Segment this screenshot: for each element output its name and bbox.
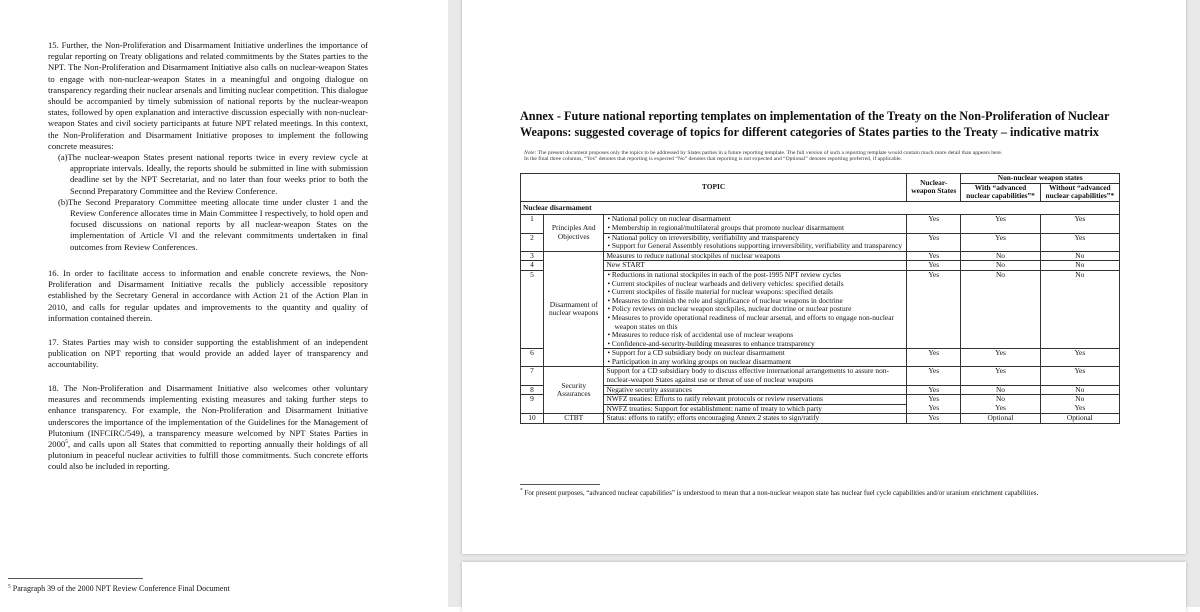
sub-item-b: (b)The Second Preparatory Committee meeting allocate time under cluster 1 and the Review Conference allocates time in Main Committee I respectively, to hold open and focused discussions on national reports by all nuclear-weapon States on the implementation of Article VI and the relevant commitments undertaken in final outcomes from Review Conferences.	[58, 196, 368, 252]
cell-without: Optional	[1040, 414, 1119, 424]
paragraph-text: In order to facilitate access to information and enable concrete reviews, the Non-Proliferation and Disarmament Initiative recalls the publicly accessible repository established by the Secretary General in accordance with Action 21 of the Action Plan in 2010, and calls for regular updates and improvements to the quantity and quality of information contained therein.	[48, 268, 368, 323]
bullet-item: Membership in regional/multilateral groups that promote nuclear disarmament	[611, 222, 845, 232]
header-nnws: Non-nuclear weapon states	[961, 174, 1120, 184]
bullet-item: Reductions in national stockpiles in each of the post-1995 NPT review cycles	[611, 269, 842, 279]
cell-nws: Yes	[907, 215, 961, 233]
paragraph-text: The Non-Proliferation and Disarmament Initiative also welcomes other voluntary measures and recommends implementing existing measures and taking further steps to enhance transparency. For example, the Non-Proliferation and Disarmament Initiative underscores the importance of the implementation of the Guidelines for the Management of Plutonium (INFCIRC/549), a transparency measure welcomed by NPT States Parties in 2000	[48, 383, 369, 450]
paragraph-number: 17.	[48, 337, 59, 347]
cell-nws: Yes	[907, 414, 961, 424]
paragraph-text-cont: , and calls upon all States that committed to reporting annually their holdings of all plutonium in peaceful nuclear activities to fulfill those commitments. Such concrete efforts could also be included in reporting.	[48, 439, 368, 472]
row-number: 6	[521, 349, 544, 367]
header-advanced: With “advanced nuclear capabilities”*	[961, 183, 1040, 201]
row-number: 7	[521, 367, 544, 385]
footnote-mark: 5	[8, 583, 11, 590]
cell-value: No	[1075, 394, 1085, 404]
note-label: Note:	[524, 150, 537, 156]
bullet-item: Measures to provide operational readiness of nuclear arsenal, and efforts to engage non-nuclear weapon states on this	[611, 312, 894, 331]
row-topic-line: NWFZ treaties: Efforts to ratify relevant protocols or review reservations	[606, 394, 823, 404]
group-ctbt: CTBT	[543, 414, 604, 424]
table-row	[521, 414, 1120, 424]
table-row	[521, 233, 1120, 251]
paragraph-number: 15.	[48, 40, 59, 50]
cell-advanced	[961, 395, 1040, 414]
row-number: 5	[521, 270, 544, 348]
row-topic: Status: efforts to ratify; efforts encouraging Annex 2 states to sign/ratify	[604, 414, 907, 424]
cell-advanced: No	[961, 261, 1040, 271]
cell-nws: Yes	[907, 367, 961, 385]
cell-without: Yes	[1040, 349, 1119, 367]
cell-value: Yes	[928, 402, 940, 412]
row-number: 3	[521, 251, 544, 261]
sub-item-a: (a)The nuclear-weapon States present national reports twice in every review cycle at appropriate intervals. Ideally, the reports should be submitted in line with submission deadline set by the NPT Secretariat, and no later than four weeks prior to both the Second Preparatory Committee and the Review Conference.	[58, 152, 368, 196]
table-row	[521, 349, 1120, 367]
bullet-item: Confidence-and-security-building measures to enhance transparency	[611, 338, 815, 348]
footnote-text: Paragraph 39 of the 2000 NPT Review Conference Final Document	[12, 584, 230, 593]
left-page	[0, 0, 448, 607]
cell-value: Yes	[1074, 402, 1086, 412]
group-principles: Principles And Objectives	[543, 215, 604, 251]
paragraph-16	[48, 268, 368, 324]
row-topic	[604, 395, 907, 414]
table-row	[521, 367, 1120, 385]
row-number: 2	[521, 233, 544, 251]
row-topic: • Reductions in national stockpiles in each of the post-1995 NPT review cycles • Current stockpiles of nuclear warheads and delivery vehicles: specified details • Current stockpiles of fissile material for nuclear weapons: specified details • Measures to diminish the role and significance of nuclear weapons in doctrine • Policy reviews on nuclear weapon stockpiles, nuclear doctrine or nuclear posture • Measures to provide operational readiness of nuclear arsenal, and efforts to engage non-nuclear weapon states on this • Measures to reduce risk of accidental use of nuclear weapons • Confidence-and-security-building measures to enhance transparency	[604, 270, 907, 348]
section-row	[521, 201, 1120, 215]
bullet-item: National policy on nuclear disarmament	[611, 214, 731, 224]
cell-value: No	[995, 394, 1006, 404]
bullet-item: Measures to diminish the role and significance of nuclear weapons in doctrine	[611, 295, 843, 305]
cell-without: No	[1040, 261, 1119, 271]
row-topic: • National policy on nuclear disarmament • Membership in regional/multilateral groups that promote nuclear disarmament	[604, 215, 907, 233]
bullet-item: Policy reviews on nuclear weapon stockpiles, nuclear doctrine or nuclear posture	[611, 304, 852, 314]
paragraph-17	[48, 337, 368, 371]
paragraph-18	[48, 383, 368, 473]
note-text-1: The present document proposes only the topics to be addressed by States parties in a future reporting template. The full version of such a reporting template would contain much more detail than appears here.	[537, 150, 1003, 156]
cell-without: Yes	[1040, 367, 1119, 385]
cell-advanced: No	[961, 251, 1040, 261]
paragraph-15	[48, 40, 368, 253]
annex-note	[524, 150, 1124, 163]
cell-advanced: Yes	[961, 215, 1040, 233]
row-topic-line: NWFZ treaties: Support for establishment: name of treaty to which party	[604, 404, 906, 414]
bullet-item: Measures to reduce risk of accidental use of nuclear weapons	[611, 330, 794, 340]
cell-advanced: Optional	[961, 414, 1040, 424]
reporting-matrix-table	[520, 173, 1120, 424]
cell-advanced: No	[961, 270, 1040, 348]
row-topic: Negative security assurances	[604, 385, 907, 395]
header-row	[521, 174, 1120, 184]
bullet-item: Participation in any working groups on nuclear disarmament	[611, 356, 792, 366]
group-disarmament: Disarmament of nuclear weapons	[543, 251, 604, 367]
row-number: 1	[521, 215, 544, 233]
annex-title: Annex - Future national reporting templates on implementation of the Treaty on the Non-Proliferation of Nuclear Weapons: suggested coverage of topics for different categories of States parties to the Treaty – indicative matrix	[520, 109, 1110, 139]
row-number: 4	[521, 261, 544, 271]
bullet-item: Support for General Assembly resolutions supporting irreversibility, verifiability and transparency	[611, 241, 903, 251]
footnote-divider	[8, 578, 143, 579]
table-row	[521, 395, 1120, 414]
footnote-mark: *	[520, 487, 523, 494]
paragraph-number: 18.	[48, 383, 59, 393]
bullet-item: Support for a CD subsidiary body on nuclear disarmament	[611, 348, 785, 358]
cell-without	[1040, 395, 1119, 414]
cell-without: Yes	[1040, 215, 1119, 233]
cell-nws: Yes	[907, 261, 961, 271]
paragraph-text: Further, the Non-Proliferation and Disarmament Initiative underlines the importance of regular reporting on Treaty obligations and related commitments by the States parties to the NPT. The Non-Proliferation and Disarmament Initiative also calls on nuclear-weapon States to engage with non-nuclear-weapon States in a meaningful and ongoing dialogue on transparency regarding their nuclear arsenals and limiting nuclear competition. This dialogue should be accompanied by timely submission of national reports by the nuclear-weapon states, followed by open explanation and interactive discussion especially with non-nuclear-weapon States and civil society participants at future NPT related meetings. In this context, the Non-Proliferation and Disarmament Initiative proposes to implement the following concrete measures:	[48, 40, 368, 151]
annex-footnote-divider	[520, 484, 600, 485]
paragraph-number: 16.	[48, 268, 59, 278]
row-number: 9	[521, 395, 544, 414]
footnote-text: For present purposes, “advanced nuclear capabilities” is understood to mean that a non-nuclear weapon state has nuclear fuel cycle capabilities and/or uranium enrichment capabilities.	[524, 489, 1039, 497]
annex-footnote	[520, 489, 1140, 498]
footnote-ref[interactable]: 5	[65, 439, 68, 446]
bullet-item: Current stockpiles of fissile material for nuclear weapons: specified details	[611, 287, 833, 297]
cell-nws: Yes	[907, 270, 961, 348]
row-topic: • Support for a CD subsidiary body on nuclear disarmament • Participation in any working groups on nuclear disarmament	[604, 349, 907, 367]
header-without: Without “advanced nuclear capabilities”*	[1040, 183, 1119, 201]
note-text-2: In the final three columns, “Yes” denotes that reporting is expected “No” denotes that reporting is not expected and “Optional” denotes reporting preferred, if applicable.	[524, 156, 902, 163]
row-topic: • National policy on irreversibility, verifiability and transparency • Support for General Assembly resolutions supporting irreversibility, verifiability and transparency	[604, 233, 907, 251]
cell-nws: Yes	[907, 251, 961, 261]
annex-page	[462, 0, 1186, 554]
section-title: Nuclear disarmament	[521, 201, 1120, 215]
row-number: 10	[521, 414, 544, 424]
cell-advanced: Yes	[961, 349, 1040, 367]
group-security: Security Assurances	[543, 367, 604, 414]
cell-without: No	[1040, 251, 1119, 261]
bullet-item: Current stockpiles of nuclear warheads and delivery vehicles: specified details	[611, 278, 844, 288]
cell-advanced: Yes	[961, 367, 1040, 385]
cell-nws: Yes	[907, 385, 961, 395]
header-topic: TOPIC	[521, 174, 907, 202]
cell-without: No	[1040, 270, 1119, 348]
table-row	[521, 215, 1120, 233]
cell-advanced: No	[961, 385, 1040, 395]
next-page-edge	[462, 562, 1186, 612]
cell-value: Yes	[928, 394, 940, 404]
cell-without: No	[1040, 385, 1119, 395]
row-topic: Measures to reduce national stockpiles of nuclear weapons	[604, 251, 907, 261]
row-topic: New START	[604, 261, 907, 271]
row-number: 8	[521, 385, 544, 395]
bullet-item: National policy on irreversibility, verifiability and transparency	[611, 232, 800, 242]
cell-nws	[907, 395, 961, 414]
cell-nws: Yes	[907, 233, 961, 251]
footnote	[8, 584, 230, 593]
paragraph-text: States Parties may wish to consider supporting the establishment of an independent publication on NPT reporting that would provide an added layer of transparency and accountability.	[48, 337, 369, 370]
cell-advanced: Yes	[961, 233, 1040, 251]
right-panel	[448, 0, 1200, 607]
cell-nws: Yes	[907, 349, 961, 367]
header-nws: Nuclear-weapon States	[907, 174, 961, 202]
row-topic: Support for a CD subsidiary body to discuss effective international arrangements to assure non-nuclear-weapon States against use or threat of use of nuclear weapons	[604, 367, 907, 385]
table-row	[521, 270, 1120, 348]
cell-value: Yes	[995, 402, 1006, 412]
cell-without: Yes	[1040, 233, 1119, 251]
